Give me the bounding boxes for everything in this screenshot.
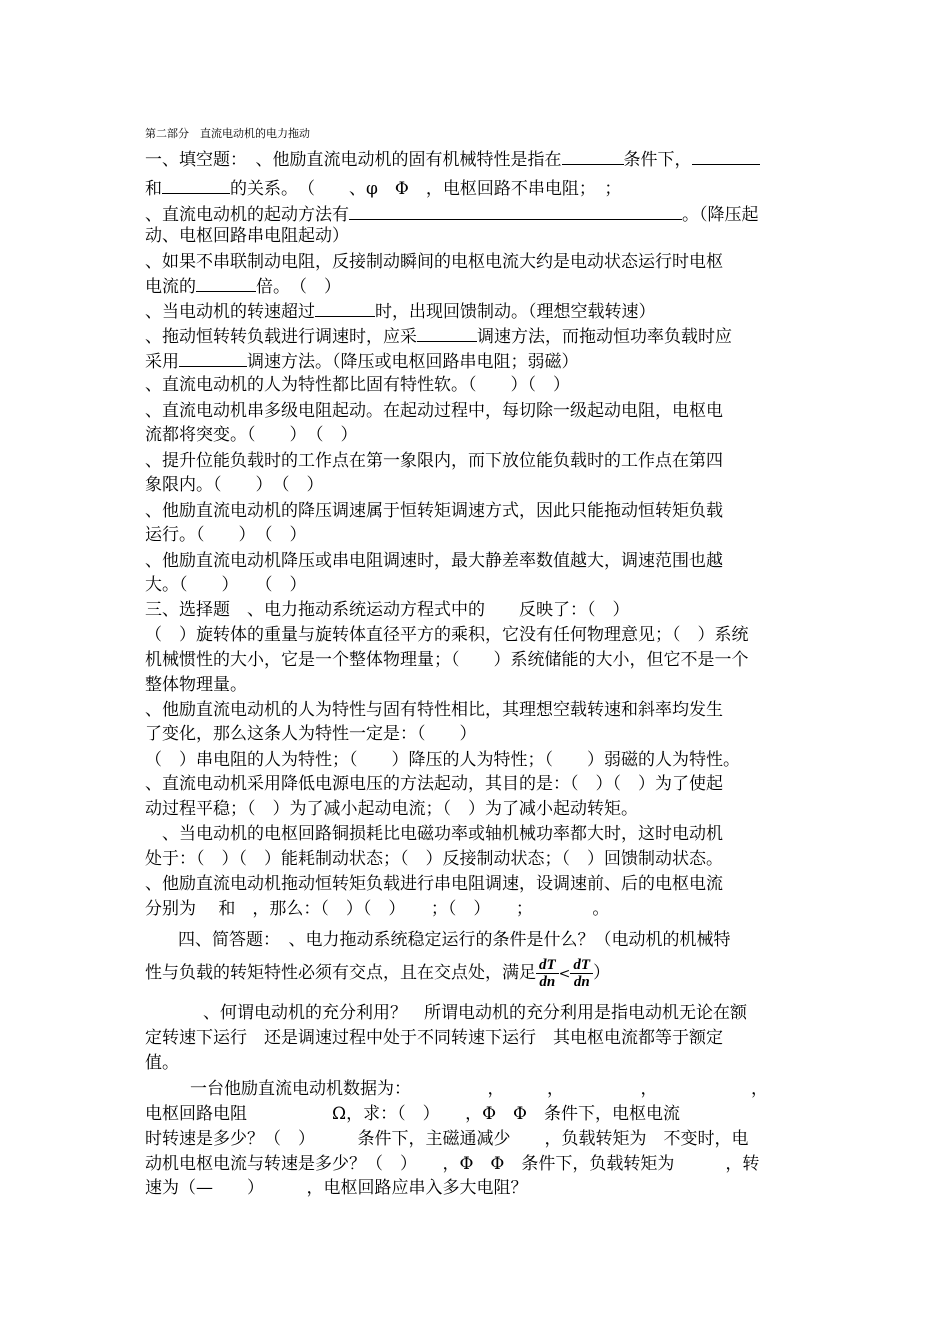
text-line: 、直流电动机采用降低电源电压的方法起动，其目的是：（ ）（ ）为了使起 — [145, 774, 723, 794]
text-line: 性与负载的转矩特性必须有交点，且在交点处，满足 $\frac{dT}{dn}$ < $\frac{dT}{dn}$ ） — [145, 957, 611, 990]
answer-blank — [692, 147, 760, 165]
text-line: 三、选择题 、电力拖动系统运动方程式中的 反映了：（ ） — [145, 600, 630, 620]
text-line: （ ）旋转体的重量与旋转体直径平方的乘积，它没有任何物理意见；（ ）系统 — [145, 625, 749, 645]
text-line: 一台他励直流电动机数据为： ， ， ， ， — [190, 1079, 768, 1099]
answer-blank — [162, 176, 230, 194]
text-line: 机械惯性的大小，它是一个整体物理量；（ ）系统储能的大小，但它不是一个 — [145, 650, 749, 670]
text-line: 动机电枢电流与转速是多少？（ ） ，Φ Φ 条件下，负载转矩为 ，转 — [145, 1154, 760, 1174]
text-line: 采用 调速方法。（降压或电枢回路串电阻；弱磁） — [145, 349, 579, 373]
answer-blank — [196, 274, 256, 292]
text-line: 、当电动机的转速超过 时，出现回馈制动。（理想空载转速） — [145, 299, 656, 323]
text-line: 一、填空题： 、他励直流电动机的固有机械特性是指在 条件下， — [145, 147, 760, 171]
text-line: 运行。（ ） （ ） — [145, 525, 307, 545]
text-line: 处于：（ ）（ ）能耗制动状态；（ ）反接制动状态；（ ）回馈制动状态。 — [145, 849, 723, 869]
section-subtitle: 第二部分 直流电动机的电力拖动 — [145, 127, 310, 140]
text-line: 时转速是多少？（ ） 条件下，主磁通减少 ，负载转矩为 不变时，电 — [145, 1129, 749, 1149]
derivative-fraction: $\frac{dT}{dn}$ — [570, 957, 593, 990]
text-line: 、直流电动机串多级电阻起动。在起动过程中，每切除一级起动电阻，电枢电 — [145, 401, 723, 421]
text-line: 整体物理量。 — [145, 675, 247, 695]
text-line: 了变化，那么这条人为特性一定是：（ ） — [145, 724, 477, 744]
text-line: 、提升位能负载时的工作点在第一象限内，而下放位能负载时的工作点在第四 — [145, 451, 723, 471]
text-line: 动、电枢回路串电阻起动） — [145, 226, 349, 246]
text-line: 、如果不串联制动电阻，反接制动瞬间的电枢电流大约是电动状态运行时电枢 — [145, 252, 723, 272]
answer-blank — [179, 349, 247, 367]
text-line: 电流的 倍。 （ ） — [145, 274, 341, 298]
text-line: 、拖动恒转转负载进行调速时，应采 调速方法，而拖动恒功率负载时应 — [145, 324, 732, 348]
text-line: 动过程平稳；（ ）为了减小起动电流；（ ）为了减小起动转矩。 — [145, 799, 638, 819]
text-line: 分别为 和 ，那么：（ ）（ ） ；（ ） ； 。 — [145, 899, 610, 919]
text-line: 、他励直流电动机拖动恒转矩负载进行串电阻调速，设调速前、后的电枢电流 — [145, 874, 723, 894]
text-line: 大。（ ） （ ） — [145, 575, 307, 595]
text-line: 流都将突变。（ ） （ ） — [145, 425, 358, 445]
answer-blank — [562, 147, 624, 165]
answer-blank — [315, 299, 375, 317]
derivative-fraction: $\frac{dT}{dn}$ — [536, 957, 559, 990]
text-line: 定转速下运行 还是调速过程中处于不同转速下运行 其电枢电流都等于额定 — [145, 1028, 723, 1048]
text-line: （ ）串电阻的人为特性；（ ）降压的人为特性；（ ）弱磁的人为特性。 — [145, 750, 740, 770]
text-line: 、他励直流电动机的降压调速属于恒转矩调速方式，因此只能拖动恒转矩负载 — [145, 501, 723, 521]
text-line: 、他励直流电动机的人为特性与固有特性相比，其理想空载转速和斜率均发生 — [145, 700, 723, 720]
text-line: 、直流电动机的人为特性都比固有特性软。（ ）（ ） — [145, 375, 570, 395]
text-line: 速为（— ） ，电枢回路应串入多大电阻？ — [145, 1178, 528, 1198]
answer-blank — [417, 324, 477, 342]
text-line: 、当电动机的电枢回路铜损耗比电磁功率或轴机械功率都大时，这时电动机 — [145, 824, 723, 844]
text-line: 四、简答题： 、电力拖动系统稳定运行的条件是什么？（电动机的机械特 — [178, 930, 731, 950]
text-line: 、何谓电动机的充分利用？ 所谓电动机的充分利用是指电动机无论在额 — [203, 1003, 747, 1023]
text-line: 电枢回路电阻 Ω，求：（ ） ，Φ Φ 条件下，电枢电流 — [145, 1104, 680, 1124]
text-line: 象限内。（ ） （ ） — [145, 475, 324, 495]
text-line: 、直流电动机的起动方法有 。（降压起 — [145, 202, 759, 226]
text-line: 、他励直流电动机降压或串电阻调速时，最大静差率数值越大，调速范围也越 — [145, 551, 723, 571]
answer-blank — [349, 202, 682, 220]
text-line: 值。 — [145, 1053, 179, 1073]
text-line: 和 的关系。 （ 、φ Φ ，电枢回路不串电阻； ； — [145, 176, 621, 200]
